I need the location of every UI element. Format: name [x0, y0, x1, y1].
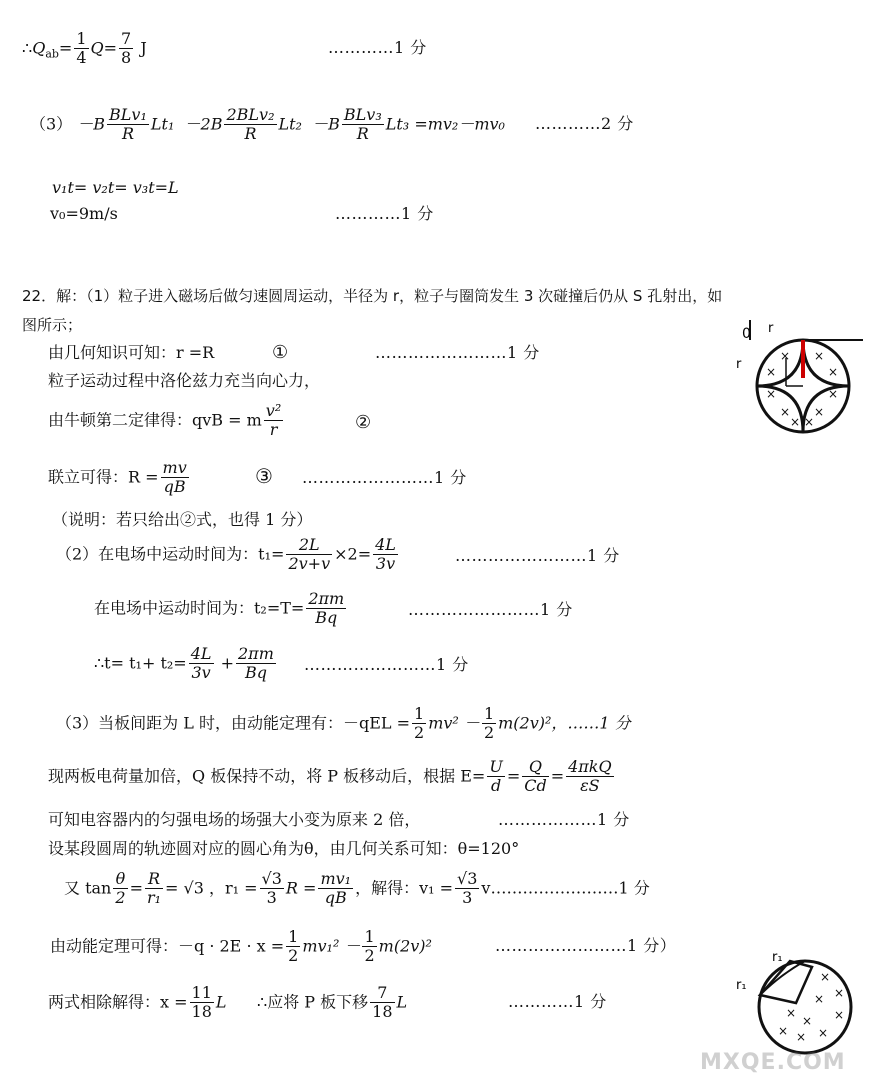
frac-num: BLv₁: [109, 105, 147, 124]
part3d-line: 设某段圆周的轨迹圆对应的圆心角为θ，由几何关系可知：θ=120°: [48, 839, 520, 858]
label-r-left: r: [736, 357, 742, 372]
frac-den: 2v+v: [288, 554, 331, 574]
part2c-score: ……………………1 分: [304, 655, 469, 674]
term3-fraction: [342, 106, 384, 144]
equals: =: [129, 878, 143, 898]
frac-den: R: [356, 124, 369, 144]
svg-text:×: ×: [778, 1024, 789, 1038]
frac-num: mv₁: [320, 869, 352, 888]
fraction-7-8: [119, 30, 133, 68]
note-line: （说明：若只给出②式，也得 1 分）: [52, 510, 313, 529]
part3f-line: [50, 928, 432, 966]
fraction: [370, 984, 394, 1022]
svg-text:×: ×: [814, 405, 825, 419]
term2-fraction: [224, 106, 276, 144]
fraction: [286, 536, 332, 574]
mid: mv² －: [428, 713, 480, 733]
frac-den: 2: [364, 946, 375, 966]
svg-text:×: ×: [766, 365, 777, 379]
label: 由动能定理可得：－q · 2E · x =: [50, 936, 285, 956]
mark-3: ③: [255, 464, 273, 488]
newton-line: [48, 402, 285, 440]
frac-num: 1: [364, 927, 375, 946]
mid: mv₁² －: [302, 936, 361, 956]
label: 两式相除解得：x =: [48, 992, 188, 1012]
svg-text:×: ×: [820, 970, 831, 984]
frac-den: Cd: [524, 776, 547, 796]
svg-text:×: ×: [780, 405, 791, 419]
fraction: [306, 590, 346, 628]
frac-den: 3: [266, 888, 277, 908]
vt-line: v₁t= v₂t= v₃t=L: [52, 178, 179, 197]
equals: =: [550, 766, 565, 786]
fraction: [318, 870, 353, 908]
fraction: [482, 705, 496, 743]
term-suffix: Lt₁: [150, 114, 175, 134]
fraction: [373, 536, 398, 574]
fraction-1-4: [74, 30, 88, 68]
frac-num: 2BLv₂: [226, 105, 275, 124]
fraction: [566, 758, 614, 796]
frac-num: √3: [457, 869, 478, 888]
end: m(2v)²，……1 分: [498, 713, 631, 733]
plus: +: [220, 653, 234, 673]
frac-num: Q: [522, 758, 548, 777]
r-eq: R =: [285, 878, 317, 898]
part3g-line: [48, 984, 407, 1022]
fraction: [189, 645, 214, 683]
label: 又 tan: [64, 878, 112, 898]
frac-den: R: [244, 124, 257, 144]
frac-den: r: [269, 420, 278, 440]
fraction: [236, 645, 276, 683]
label: （3）当板间距为 L 时，由动能定理有：－qEL =: [56, 713, 411, 733]
frac-den: qB: [324, 888, 347, 908]
svg-text:×: ×: [818, 1026, 829, 1040]
v0-line: v₀=9m/s: [50, 204, 118, 223]
end: v……………………1 分: [481, 878, 650, 898]
frac-den: Bq: [244, 663, 267, 683]
frac-den: 4: [76, 48, 87, 68]
part3a-line: [56, 705, 631, 743]
part2c-line: [94, 645, 278, 683]
part3e-line: [64, 870, 650, 908]
part3-score: …………2 分: [535, 114, 634, 133]
label: 在电场中运动时间为：t₂=T=: [94, 598, 305, 618]
frac-den: 2: [483, 723, 495, 743]
frac-num: 1: [483, 704, 495, 723]
part2a-line: [56, 536, 400, 574]
svg-text:×: ×: [814, 992, 825, 1006]
frac-num: 2πm: [308, 589, 345, 608]
frac-den: 3v: [191, 663, 211, 683]
combine-text: 联立可得：R =: [48, 467, 159, 487]
label: ∴t= t₁+ t₂=: [94, 653, 187, 673]
svg-text:×: ×: [796, 1030, 807, 1044]
label: 现两板电荷量加倍，Q 板保持不动，将 P 板移动后，根据 E=: [48, 766, 486, 786]
frac-den: 18: [372, 1002, 393, 1022]
fraction: [190, 984, 214, 1022]
part3b-line: [48, 758, 616, 796]
frac-den: 3: [462, 888, 473, 908]
q-symbol: Q: [32, 38, 46, 58]
trajectory-figure-2: [730, 945, 865, 1060]
mid: ∴应将 P 板下移: [257, 992, 369, 1012]
svg-text:×: ×: [828, 365, 839, 379]
frac-num: 4πkQ: [568, 757, 612, 776]
label-0: 0: [742, 326, 751, 342]
newton-text: 由牛顿第二定律得：qvB = m: [48, 410, 262, 430]
fraction: [455, 870, 479, 908]
newton-fraction: [264, 402, 283, 440]
trajectory-figure-1: [728, 318, 868, 443]
frac-num: BLv₃: [343, 105, 382, 124]
combine-fraction: [161, 459, 189, 497]
frac-den: d: [490, 776, 502, 796]
label-r1-top: r₁: [772, 950, 783, 965]
geo-score: ……………………1 分: [375, 343, 540, 362]
svg-text:×: ×: [802, 1014, 813, 1028]
frac-den: 2: [115, 888, 126, 908]
svg-text:×: ×: [766, 387, 777, 401]
frac-num: v²: [265, 401, 282, 420]
term-prefix: －B: [312, 114, 340, 134]
rhs: =mv₂－mv₀: [414, 114, 505, 134]
term-suffix: Lt₂: [278, 114, 302, 134]
svg-text:×: ×: [790, 415, 801, 429]
sqrt-3: = √3 ，r₁ =: [165, 878, 258, 898]
frac-den: 2: [288, 946, 299, 966]
svg-text:×: ×: [834, 986, 845, 1000]
q-total: Q: [90, 38, 104, 58]
term-prefix: －2B: [184, 114, 223, 134]
svg-text:×: ×: [780, 349, 791, 363]
frac-num: 4L: [190, 644, 212, 663]
frac-num: 7: [121, 29, 132, 48]
frac-den: 8: [121, 48, 132, 68]
qab-score: …………1 分: [328, 38, 427, 57]
part3f-score: ……………………1 分）: [495, 936, 677, 955]
combine-score: ……………………1 分: [302, 468, 467, 487]
frac-num: 1: [414, 704, 425, 723]
q22-intro2: 图所示；: [22, 316, 83, 334]
q-subscript: ab: [45, 47, 59, 61]
fraction: [522, 758, 548, 796]
frac-den: 3v: [375, 554, 396, 574]
L: L: [215, 992, 227, 1012]
frac-den: Bq: [315, 608, 338, 628]
watermark: MXQE.COM: [700, 1050, 846, 1075]
q22-intro: 22．解：（1）粒子进入磁场后做匀速圆周运动，半径为 r，粒子与圈筒发生 3 次碰撞后仍从 S 孔射出，如: [22, 287, 723, 305]
frac-den: R: [121, 124, 134, 144]
part2b-line: [94, 590, 348, 628]
fraction: [412, 705, 426, 743]
label-r1-left: r₁: [736, 978, 747, 993]
frac-num: 7: [370, 984, 394, 1003]
part2a-score: ……………………1 分: [455, 546, 620, 565]
equals: =: [103, 38, 118, 58]
v0-score: …………1 分: [335, 204, 434, 223]
mark-1: ①: [272, 342, 289, 363]
equals: =: [506, 766, 521, 786]
svg-text:×: ×: [804, 415, 815, 429]
frac-num: 1: [288, 927, 299, 946]
frac-num: 11: [191, 983, 212, 1002]
svg-text:×: ×: [786, 1006, 797, 1020]
part3c-line: 可知电容器内的匀强电场的场强大小变为原来 2 倍，: [48, 810, 421, 829]
frac-num: √3: [261, 869, 282, 888]
term1-fraction: [107, 106, 149, 144]
part3-equation: [30, 106, 505, 144]
frac-den: εS: [580, 776, 600, 796]
part3g-score: …………1 分: [508, 992, 607, 1011]
frac-den: 18: [191, 1002, 212, 1022]
frac-den: 2: [414, 723, 425, 743]
fraction: [362, 928, 376, 966]
frac-num: 2L: [286, 536, 332, 555]
end: m(2v)²: [378, 936, 432, 956]
label: （2）在电场中运动时间为：t₁=: [56, 544, 285, 564]
frac-num: 4L: [375, 535, 396, 554]
part2b-score: ……………………1 分: [408, 600, 573, 619]
equals: =: [58, 38, 73, 58]
svg-text:×: ×: [834, 1008, 845, 1022]
fraction: [113, 870, 127, 908]
qab-line: [22, 30, 147, 68]
frac-den: qB: [163, 477, 186, 497]
term-suffix: Lt₃: [385, 114, 410, 134]
fraction: [286, 928, 300, 966]
therefore-symbol: ∴: [22, 38, 33, 58]
geo-line: 由几何知识可知：r =R: [48, 343, 215, 362]
term-prefix: －B: [77, 114, 106, 134]
frac-num: 1: [76, 29, 87, 48]
solve: ，解得：v₁ =: [355, 878, 454, 898]
frac-num: U: [489, 757, 503, 776]
frac-num: mv: [162, 458, 187, 477]
svg-text:×: ×: [828, 387, 839, 401]
fraction: [145, 870, 163, 908]
label-r-top: r: [768, 321, 774, 336]
frac-den: r₁: [146, 888, 162, 908]
frac-num: θ: [113, 870, 127, 889]
unit: J: [140, 38, 147, 58]
times-two: ×2=: [334, 544, 372, 564]
lorentz-line: 粒子运动过程中洛伦兹力充当向心力，: [48, 371, 321, 390]
frac-num: R: [145, 870, 163, 889]
part-label: （3）: [30, 114, 73, 134]
mark-2: ②: [355, 412, 372, 433]
L: L: [396, 992, 408, 1012]
combine-line: [48, 459, 191, 497]
part3c-score: ………………1 分: [498, 810, 630, 829]
fraction: [260, 870, 284, 908]
svg-text:×: ×: [814, 349, 825, 363]
frac-num: 2πm: [238, 644, 274, 663]
fraction: [487, 758, 504, 796]
